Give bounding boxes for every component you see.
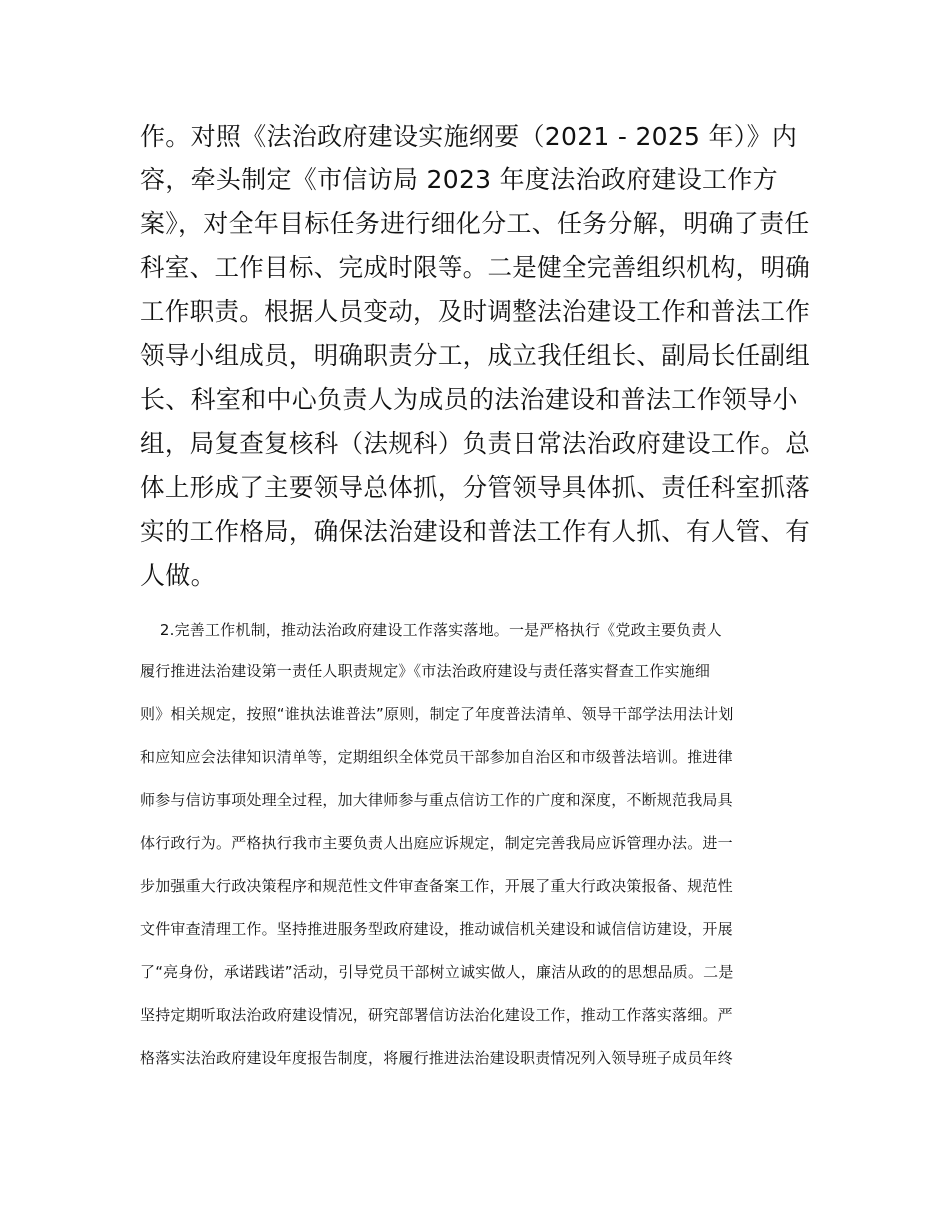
paragraph-1-line: 实的工作格局，确保法治建设和普法工作有人抓、有人管、有 xyxy=(140,517,811,546)
paragraph-2-line: 步加强重大行政决策程序和规范性文件审查备案工作，开展了重大行政决策报备、规范性 xyxy=(140,877,733,895)
paragraph-1-line: 工作职责。根据人员变动，及时调整法治建设工作和普法工作 xyxy=(140,297,811,326)
paragraph-1-line: 案》，对全年目标任务进行细化分工、任务分解，明确了责任 xyxy=(140,209,810,238)
paragraph-2-line: 了“亮身份，承诺践诺”活动，引导党员干部树立诚实做人，廉洁从政的的思想品质。二是 xyxy=(140,963,734,981)
paragraph-1-line: 容，牵头制定《市信访局 2023 年度法治政府建设工作方 xyxy=(140,165,778,194)
paragraph-1-line: 领导小组成员，明确职责分工，成立我任组长、副局长任副组 xyxy=(140,341,811,370)
paragraph-2-line: 履行推进法治建设第一责任人职责规定》《市法治政府建设与责任落实督查工作实施细 xyxy=(140,662,711,680)
paragraph-2-line: 格落实法治政府建设年度报告制度，将履行推进法治建设职责情况列入领导班子成员年终 xyxy=(140,1049,733,1067)
paragraph-1-line: 人做。 xyxy=(140,561,216,590)
paragraph-2-line: 2.完善工作机制，推动法治政府建设工作落实落地。一是严格执行《党政主要负责人 xyxy=(140,621,722,639)
paragraph-1-line: 作。对照《法治政府建设实施纲要（2021 - 2025 年）》内 xyxy=(140,122,798,151)
paragraph-1-line: 组，局复查复核科（法规科）负责日常法治政府建设工作。总 xyxy=(140,429,811,458)
paragraph-1-line: 长、科室和中心负责人为成员的法治建设和普法工作领导小 xyxy=(140,385,798,414)
paragraph-1-line: 科室、工作目标、完成时限等。二是健全完善组织机构，明确 xyxy=(140,253,811,282)
paragraph-2-line: 坚持定期听取法治政府建设情况，研究部署信访法治化建设工作，推动工作落实落细。严 xyxy=(140,1006,733,1024)
paragraph-2-line: 体行政行为。严格执行我市主要负责人出庭应诉规定，制定完善我局应诉管理办法。进一 xyxy=(140,834,733,852)
paragraph-2-line: 则》相关规定，按照“谁执法谁普法”原则，制定了年度普法清单、领导干部学法用法计划 xyxy=(140,705,734,723)
paragraph-2-line: 和应知应会法律知识清单等，定期组织全体党员干部参加自治区和市级普法培训。推进律 xyxy=(140,748,733,766)
paragraph-1-line: 体上形成了主要领导总体抓，分管领导具体抓、责任科室抓落 xyxy=(140,473,811,502)
paragraph-2-line: 文件审查清理工作。坚持推进服务型政府建设，推动诚信机关建设和诚信信访建设，开展 xyxy=(140,920,733,938)
paragraph-2-line: 师参与信访事项处理全过程，加大律师参与重点信访工作的广度和深度，不断规范我局具 xyxy=(140,791,733,809)
